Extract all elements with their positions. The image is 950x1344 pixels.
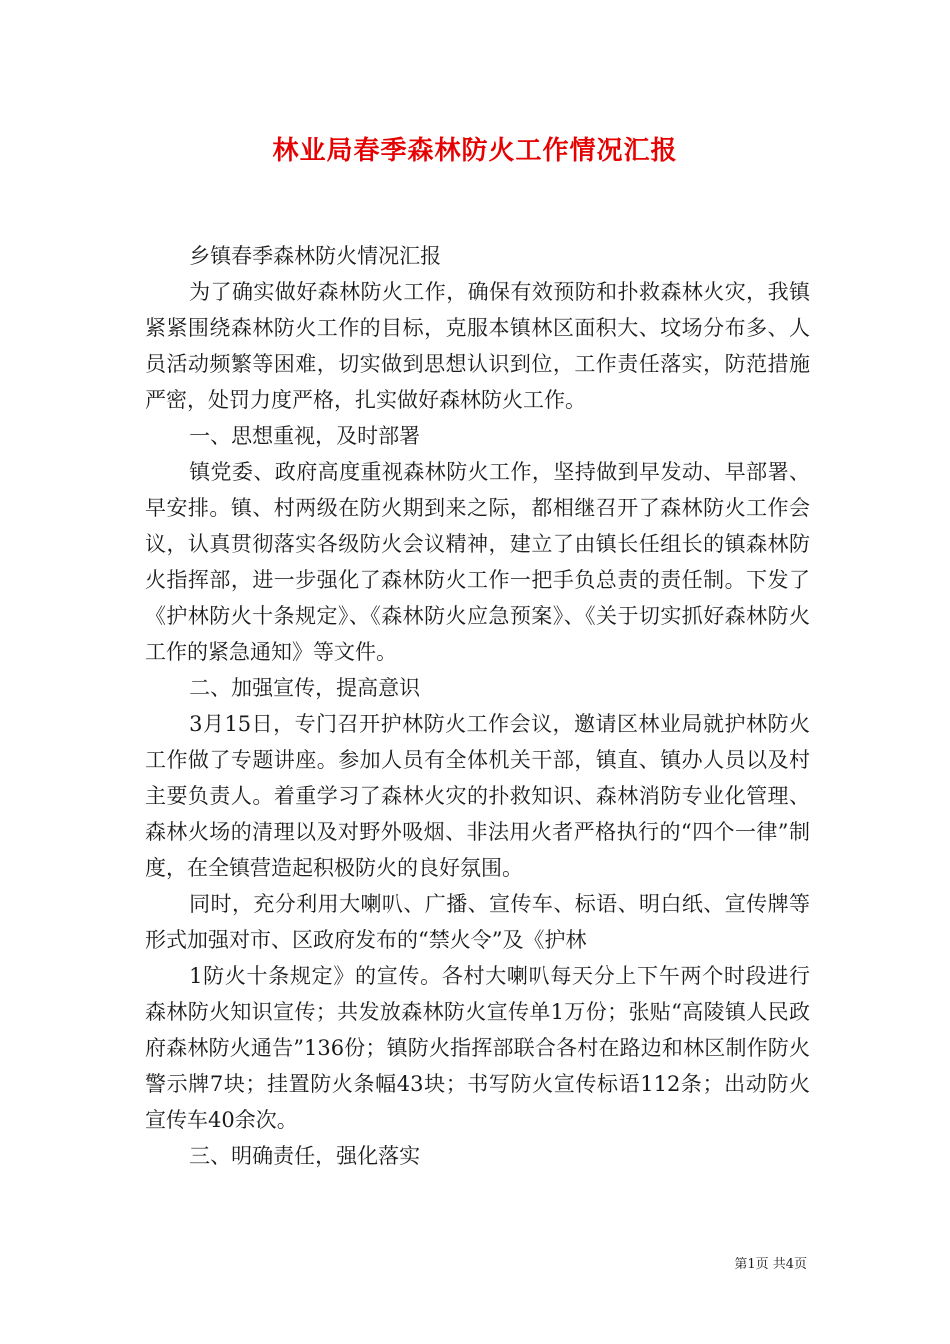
section-heading-2: 二、加强宣传，提高意识 xyxy=(189,676,421,700)
document-subtitle: 乡镇春季森林防火情况汇报 xyxy=(189,244,442,268)
paragraph-section-2c: 1防火十条规定》的宣传。各村大喇叭每天分上下午两个时段进行森林防火知识宣传；共发放森林防火宣传单1万份；张贴“高陵镇人民政府森林防火通告”136份；镇防火指挥部联合各村在路边和林区制作防火警示牌7块；挂置防火条幅43块；书写防火宣传标语112条；出动防火宣传车40余次。 xyxy=(145,964,810,1132)
page-number: 第1页 共4页 xyxy=(734,1257,807,1272)
paragraph-section-2b: 同时，充分利用大喇叭、广播、宣传车、标语、明白纸、宣传牌等形式加强对市、区政府发布的“禁火令”及《护林 xyxy=(145,892,810,952)
document-body xyxy=(145,238,810,1174)
document-title: 林业局春季森林防火工作情况汇报 xyxy=(272,136,678,166)
paragraph-section-2a: 3月15日，专门召开护林防火工作会议，邀请区林业局就护林防火工作做了专题讲座。参加人员有全体机关干部，镇直、镇办人员以及村主要负责人。着重学习了森林火灾的扑救知识、森林消防专业化管理、森林火场的清理以及对野外吸烟、非法用火者严格执行的“四个一律”制度，在全镇营造起积极防火的良好氛围。 xyxy=(145,712,810,880)
paragraph-intro: 为了确实做好森林防火工作，确保有效预防和扑救森林火灾，我镇紧紧围绕森林防火工作的目标，克服本镇林区面积大、坟场分布多、人员活动频繁等困难，切实做到思想认识到位，工作责任落实，防范措施严密，处罚力度严格，扎实做好森林防火工作。 xyxy=(145,280,810,412)
section-heading-3: 三、明确责任，强化落实 xyxy=(189,1144,421,1168)
section-heading-1: 一、思想重视，及时部署 xyxy=(189,424,421,448)
paragraph-section-1: 镇党委、政府高度重视森林防火工作，坚持做到早发动、早部署、早安排。镇、村两级在防火期到来之际，都相继召开了森林防火工作会议，认真贯彻落实各级防火会议精神，建立了由镇长任组长的镇森林防火指挥部，进一步强化了森林防火工作一把手负总责的责任制。下发了《护林防火十条规定》、《森林防火应急预案》、《关于切实抓好森林防火工作的紧急通知》等文件。 xyxy=(145,460,810,664)
